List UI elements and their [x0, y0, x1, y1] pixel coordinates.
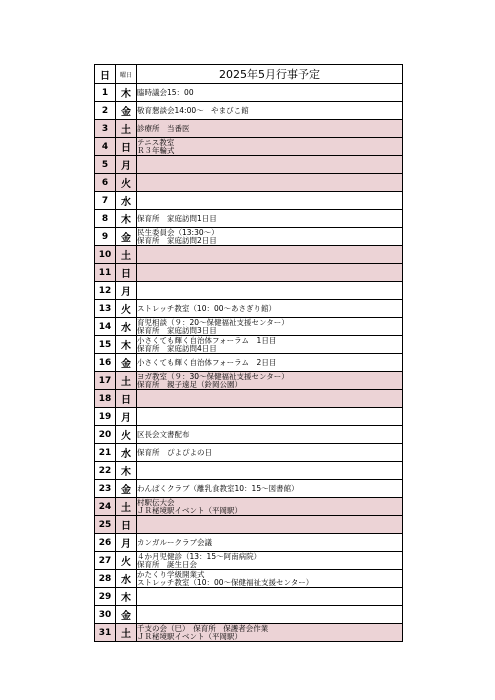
event-cell — [137, 552, 403, 570]
day-number: 25 — [95, 516, 116, 534]
day-number: 11 — [95, 264, 116, 282]
event-cell — [137, 516, 403, 534]
event-text: 小さくても輝く自治体フォーラム 2日目 — [137, 357, 277, 367]
event-text: 臨時議会15：00 — [137, 87, 194, 97]
weekday: 水 — [116, 570, 137, 588]
event-text: 保育所 家庭訪問2日目 — [137, 235, 217, 245]
table-row — [95, 534, 403, 552]
table-row — [95, 318, 403, 336]
event-text: テニス教室 — [137, 137, 175, 147]
weekday: 月 — [116, 408, 137, 426]
table-row — [95, 264, 403, 282]
event-cell — [137, 336, 403, 354]
day-number: 15 — [95, 336, 116, 354]
event-text: 区長会文書配布 — [137, 429, 190, 439]
event-cell — [137, 354, 403, 372]
event-cell — [137, 408, 403, 426]
event-cell — [137, 588, 403, 606]
day-number: 29 — [95, 588, 116, 606]
table-row — [95, 390, 403, 408]
event-cell — [137, 282, 403, 300]
event-cell — [137, 444, 403, 462]
weekday: 月 — [116, 156, 137, 174]
weekday: 金 — [116, 606, 137, 624]
day-number: 18 — [95, 390, 116, 408]
weekday: 月 — [116, 534, 137, 552]
table-row — [95, 552, 403, 570]
event-text: 保育所 親子遠足（鈴岡公園） — [137, 379, 242, 389]
day-number: 28 — [95, 570, 116, 588]
schedule-table — [94, 64, 403, 642]
day-number: 16 — [95, 354, 116, 372]
day-column-header: 日 — [95, 65, 116, 84]
weekday: 木 — [116, 210, 137, 228]
weekday: 木 — [116, 84, 137, 102]
table-row — [95, 498, 403, 516]
table-row — [95, 228, 403, 246]
weekday: 日 — [116, 264, 137, 282]
event-text: 保育所 家庭訪問3日目 — [137, 325, 217, 335]
day-number: 5 — [95, 156, 116, 174]
event-cell — [137, 372, 403, 390]
table-row — [95, 282, 403, 300]
weekday: 水 — [116, 318, 137, 336]
event-cell — [137, 264, 403, 282]
day-number: 17 — [95, 372, 116, 390]
day-number: 8 — [95, 210, 116, 228]
day-number: 27 — [95, 552, 116, 570]
table-row — [95, 426, 403, 444]
weekday-column-header: 曜日 — [116, 65, 137, 84]
event-text: ストレッチ教室（10：00～あさぎり館） — [137, 303, 277, 313]
event-cell — [137, 192, 403, 210]
weekday: 水 — [116, 444, 137, 462]
header-row — [95, 65, 403, 84]
table-row — [95, 138, 403, 156]
event-text: カンガルークラブ会議 — [137, 537, 212, 547]
weekday: 月 — [116, 282, 137, 300]
weekday: 金 — [116, 354, 137, 372]
day-number: 2 — [95, 102, 116, 120]
day-number: 22 — [95, 462, 116, 480]
weekday: 土 — [116, 624, 137, 642]
weekday: 火 — [116, 300, 137, 318]
event-text: 保育所 家庭訪問4日目 — [137, 343, 217, 353]
table-row — [95, 246, 403, 264]
day-number: 24 — [95, 498, 116, 516]
weekday: 木 — [116, 588, 137, 606]
event-text: ＪＲ秘境駅イベント（平岡駅） — [137, 631, 242, 641]
event-text: 育児相談（９：20～保健福祉支援センター） — [137, 317, 289, 327]
table-row — [95, 444, 403, 462]
event-text: 保育所 誕生日会 — [137, 559, 197, 569]
day-number: 14 — [95, 318, 116, 336]
event-cell — [137, 318, 403, 336]
weekday: 土 — [116, 120, 137, 138]
day-number: 21 — [95, 444, 116, 462]
table-row — [95, 156, 403, 174]
weekday: 日 — [116, 390, 137, 408]
event-cell — [137, 390, 403, 408]
weekday: 火 — [116, 174, 137, 192]
day-number: 30 — [95, 606, 116, 624]
table-row — [95, 336, 403, 354]
table-row — [95, 174, 403, 192]
day-number: 26 — [95, 534, 116, 552]
day-number: 1 — [95, 84, 116, 102]
event-text: 小さくても輝く自治体フォーラム 1日目 — [137, 335, 277, 345]
weekday: 日 — [116, 138, 137, 156]
event-cell — [137, 120, 403, 138]
weekday: 金 — [116, 102, 137, 120]
event-text: 診療所 当番医 — [137, 123, 190, 133]
event-cell — [137, 570, 403, 588]
table-row — [95, 462, 403, 480]
schedule-body — [95, 84, 403, 642]
day-number: 13 — [95, 300, 116, 318]
event-cell — [137, 534, 403, 552]
event-cell — [137, 480, 403, 498]
event-text: ストレッチ教室（10：00～保健福祉支援センター） — [137, 577, 314, 587]
table-row — [95, 588, 403, 606]
weekday: 土 — [116, 498, 137, 516]
event-cell — [137, 174, 403, 192]
weekday: 木 — [116, 336, 137, 354]
event-cell — [137, 210, 403, 228]
event-cell — [137, 426, 403, 444]
event-cell — [137, 228, 403, 246]
event-text: 保育所 家庭訪問1日目 — [137, 213, 217, 223]
event-cell — [137, 84, 403, 102]
event-text: Ｒ３年輪式 — [137, 145, 175, 155]
event-cell — [137, 606, 403, 624]
weekday: 金 — [116, 480, 137, 498]
day-number: 19 — [95, 408, 116, 426]
day-number: 6 — [95, 174, 116, 192]
event-cell — [137, 300, 403, 318]
event-text: ４か月児健診（13：15～阿南病院） — [137, 551, 262, 561]
event-text: ＪＲ秘境駅イベント（平岡駅） — [137, 505, 242, 515]
table-row — [95, 570, 403, 588]
event-text: ヨガ教室（９：30～保健福祉支援センター） — [137, 371, 289, 381]
day-number: 7 — [95, 192, 116, 210]
weekday: 金 — [116, 228, 137, 246]
table-row — [95, 354, 403, 372]
weekday: 水 — [116, 192, 137, 210]
table-row — [95, 120, 403, 138]
event-text: 村駅伝大会 — [137, 497, 175, 507]
table-row — [95, 624, 403, 642]
table-row — [95, 300, 403, 318]
table-row — [95, 480, 403, 498]
table-row — [95, 210, 403, 228]
table-row — [95, 102, 403, 120]
event-cell — [137, 156, 403, 174]
weekday: 木 — [116, 462, 137, 480]
event-cell — [137, 624, 403, 642]
day-number: 20 — [95, 426, 116, 444]
day-number: 4 — [95, 138, 116, 156]
event-cell — [137, 462, 403, 480]
event-text: 保育所 ぴよぴよの日 — [137, 447, 212, 457]
event-cell — [137, 138, 403, 156]
event-text: かたくり学級開業式 — [137, 569, 205, 579]
event-text: 民生委員会（13:30～） — [137, 227, 219, 237]
weekday: 日 — [116, 516, 137, 534]
table-row — [95, 372, 403, 390]
day-number: 12 — [95, 282, 116, 300]
event-text: 敬育懇談会14:00～ やまびこ館 — [137, 105, 249, 115]
day-number: 3 — [95, 120, 116, 138]
table-row — [95, 408, 403, 426]
weekday: 土 — [116, 372, 137, 390]
event-cell — [137, 246, 403, 264]
table-row — [95, 516, 403, 534]
table-row — [95, 192, 403, 210]
day-number: 9 — [95, 228, 116, 246]
day-number: 10 — [95, 246, 116, 264]
day-number: 31 — [95, 624, 116, 642]
weekday: 火 — [116, 426, 137, 444]
day-number: 23 — [95, 480, 116, 498]
table-row — [95, 606, 403, 624]
schedule-title: 2025年5月行事予定 — [137, 65, 403, 84]
schedule-sheet — [94, 64, 403, 642]
weekday: 土 — [116, 246, 137, 264]
event-cell — [137, 498, 403, 516]
event-text: 千支の会（巳） 保育所 保護者会作業 — [137, 623, 269, 633]
table-row — [95, 84, 403, 102]
weekday: 火 — [116, 552, 137, 570]
event-cell — [137, 102, 403, 120]
event-text: わんぱくクラブ（離乳食教室10：15～図書館） — [137, 483, 299, 493]
